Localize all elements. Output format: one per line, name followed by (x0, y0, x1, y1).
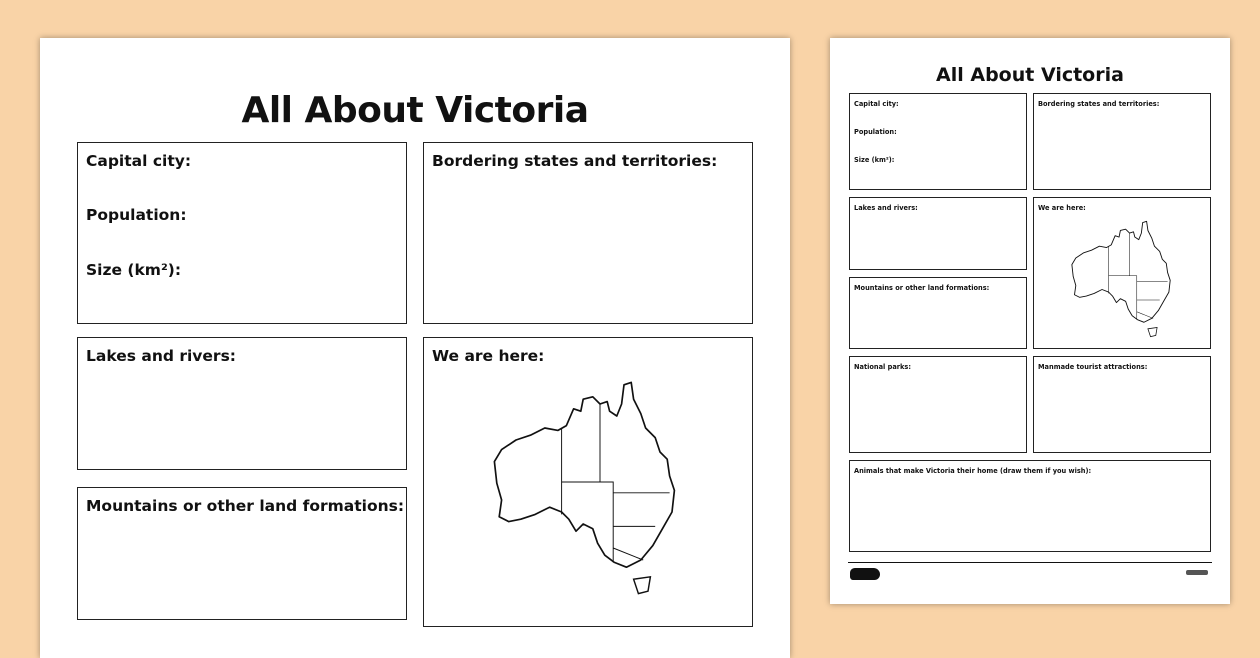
preview-mountains-label: Mountains or other land formations: (854, 284, 990, 292)
preview-mountains-box (849, 277, 1027, 349)
worksheet-preview (830, 38, 1230, 604)
mountains-label: Mountains or other land formations: (86, 497, 405, 515)
preview-we-are-here-label: We are here: (1038, 204, 1086, 212)
preview-title: All About Victoria (936, 64, 1124, 86)
size-label: Size (km²): (86, 261, 182, 279)
publisher-logo (850, 568, 880, 580)
preview-lakes-rivers-label: Lakes and rivers: (854, 204, 918, 212)
lakes-rivers-box (77, 337, 407, 470)
worksheet-large (40, 38, 790, 658)
preview-we-are-here-box (1033, 197, 1211, 349)
preview-animals-box (849, 460, 1211, 552)
preview-lakes-rivers-box (849, 197, 1027, 270)
mountains-box (77, 487, 407, 620)
footer-divider (848, 562, 1212, 563)
facts-box (77, 142, 407, 324)
preview-animals-label: Animals that make Victoria their home (draw them if you wish): (854, 467, 1092, 475)
preview-manmade-attractions-label: Manmade tourist attractions: (1038, 363, 1148, 371)
population-label: Population: (86, 206, 187, 224)
bordering-label: Bordering states and territories: (432, 152, 718, 170)
preview-capital-city-label: Capital city: (854, 100, 899, 108)
lakes-rivers-label: Lakes and rivers: (86, 347, 236, 365)
footer-url-mark (1186, 570, 1208, 575)
preview-size-label: Size (km²): (854, 156, 895, 164)
worksheet-title: All About Victoria (241, 90, 589, 131)
australia-map (468, 380, 708, 596)
preview-manmade-attractions-box (1033, 356, 1211, 453)
bordering-box (423, 142, 753, 324)
preview-australia-map (1058, 220, 1188, 338)
preview-national-parks-box (849, 356, 1027, 453)
capital-city-label: Capital city: (86, 152, 192, 170)
preview-bordering-box (1033, 93, 1211, 190)
preview-national-parks-label: National parks: (854, 363, 911, 371)
preview-facts-box (849, 93, 1027, 190)
preview-population-label: Population: (854, 128, 897, 136)
preview-bordering-label: Bordering states and territories: (1038, 100, 1160, 108)
we-are-here-box (423, 337, 753, 627)
we-are-here-label: We are here: (432, 347, 545, 365)
